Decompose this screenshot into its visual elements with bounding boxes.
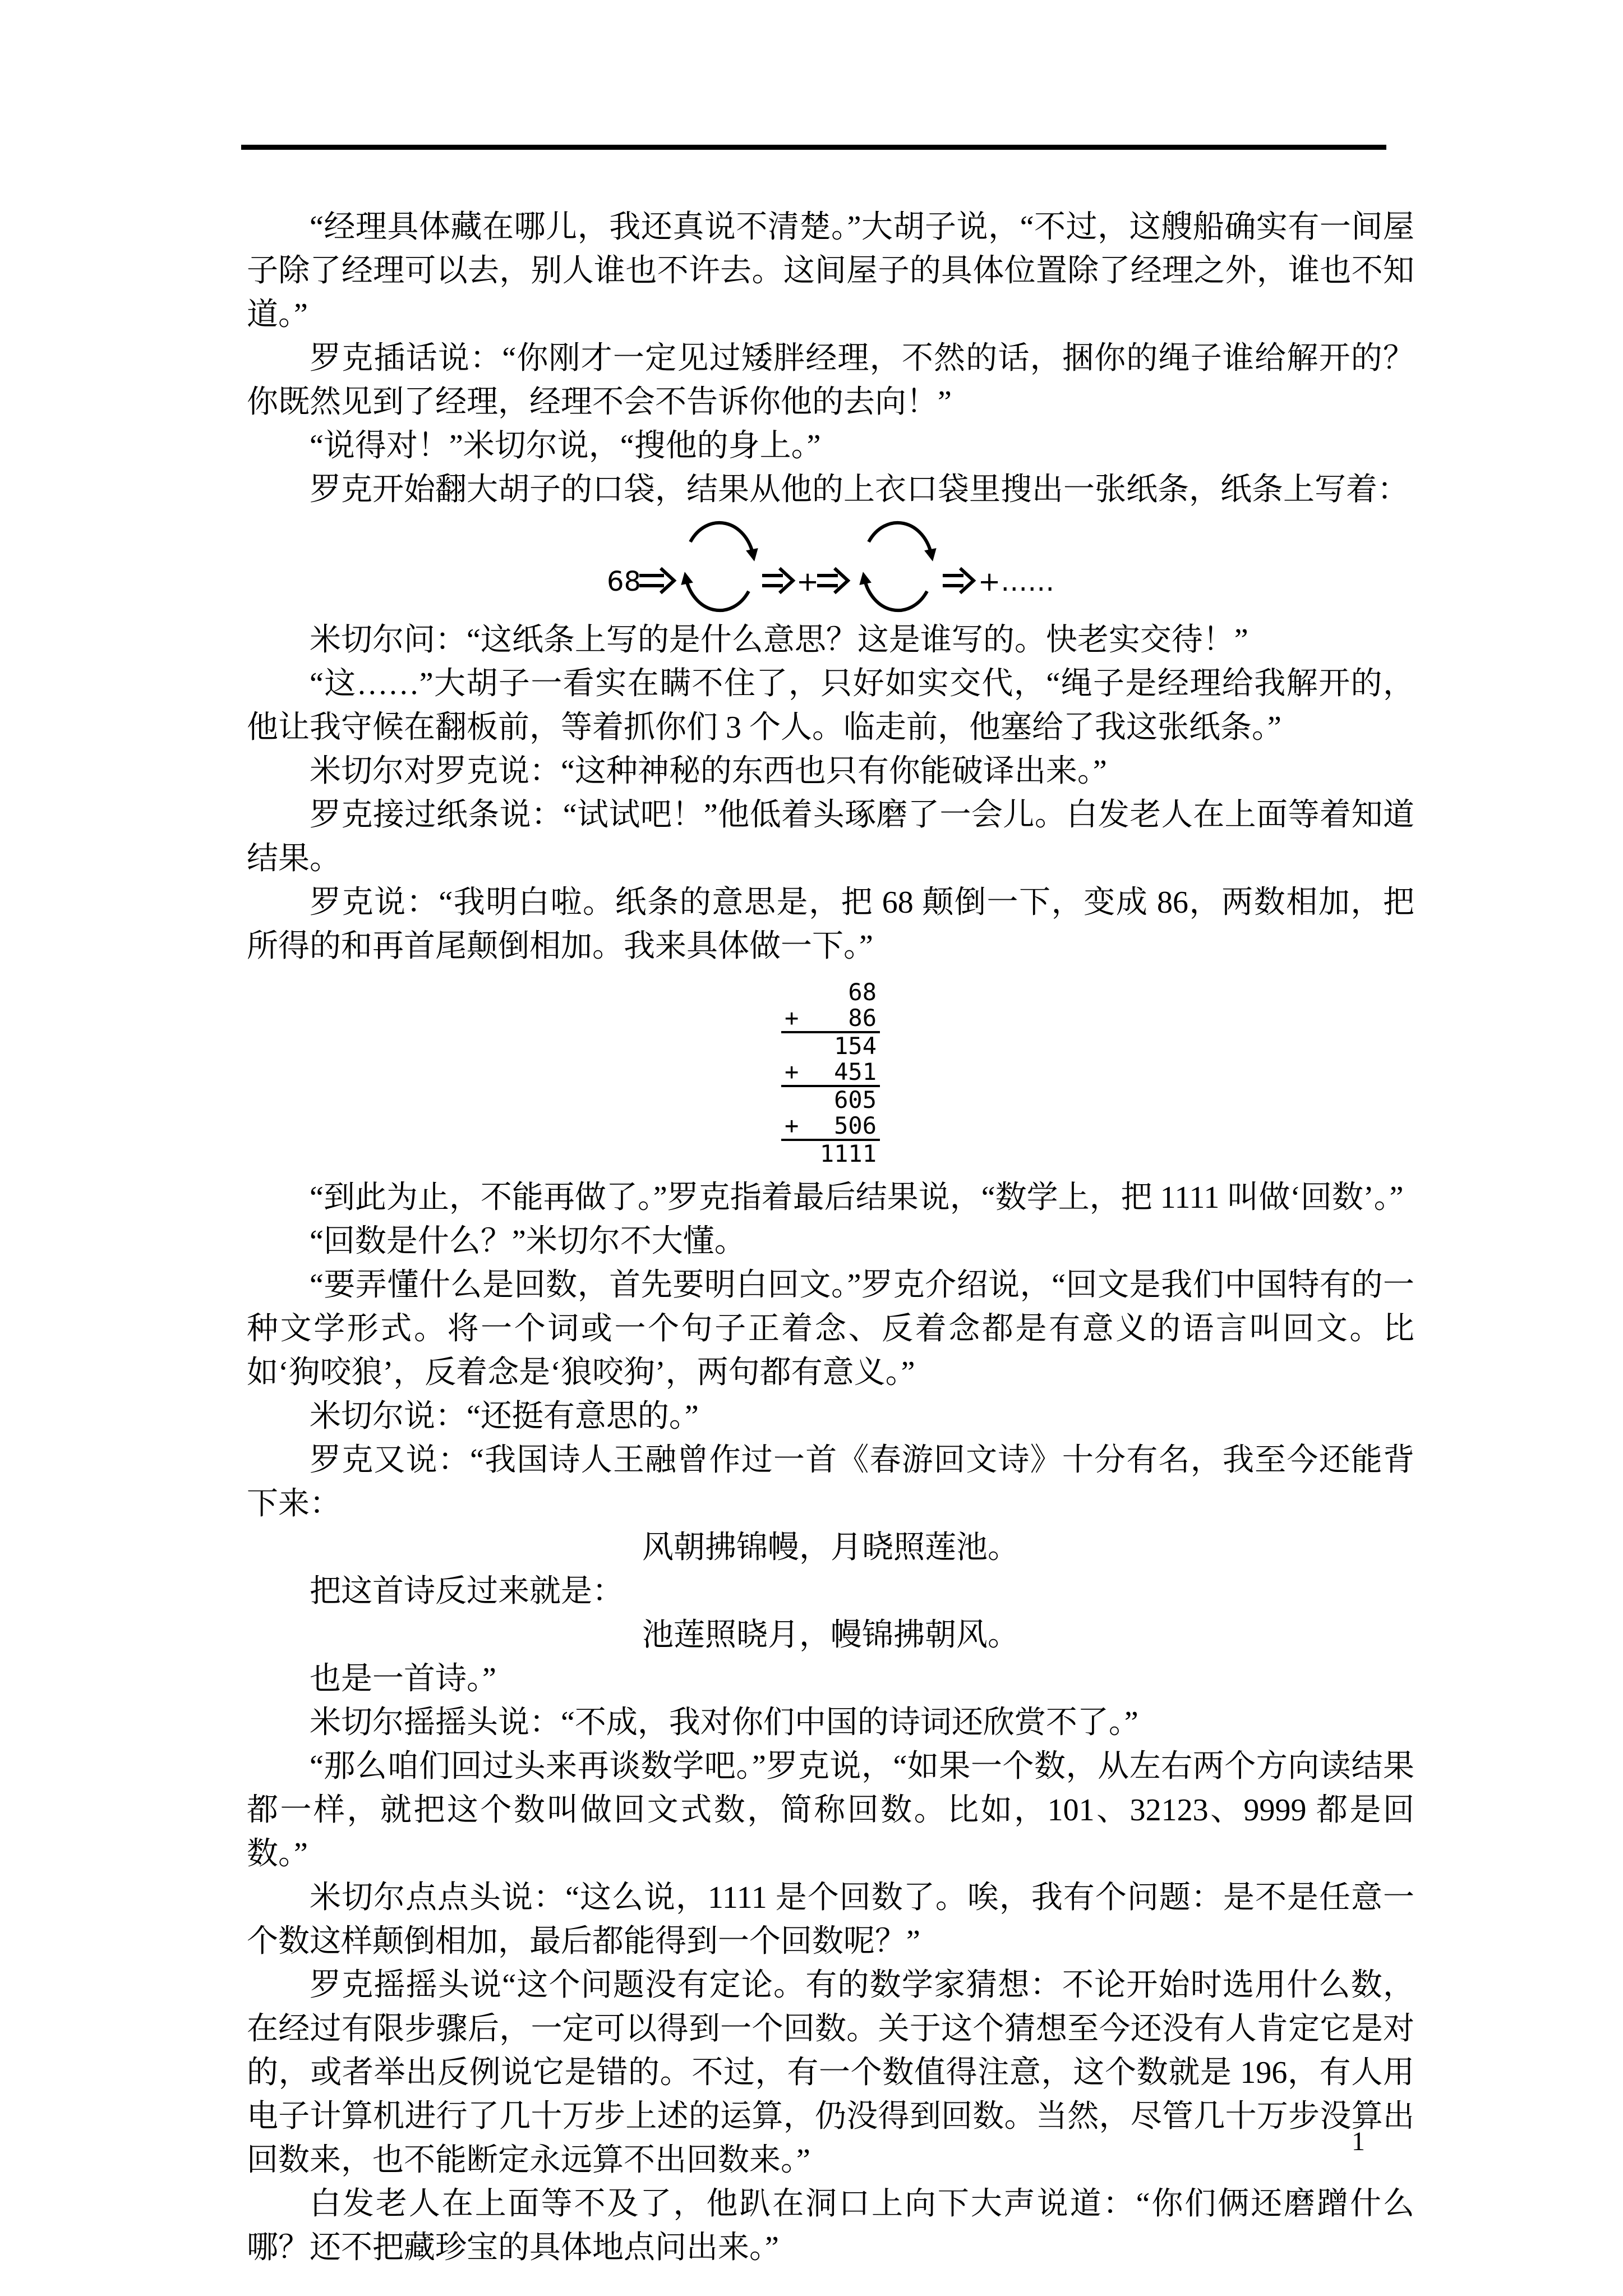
paragraph: 米切尔说：“还挺有意思的。” xyxy=(310,1399,699,1434)
rotate-cycle-icon xyxy=(864,523,932,610)
paragraph: 罗克又说：“我国诗人王融曾作过一首《春游回文诗》十分有名，我至今还能背下来： xyxy=(247,1443,1414,1521)
calc-number: 86 xyxy=(848,1004,877,1032)
paragraph: 罗克插话说：“你刚才一定见过矮胖经理，不然的话，捆你的绳子谁给解开的？你既然见到了经理，经理不会不告诉你他的去向！” xyxy=(247,341,1414,420)
poem-line: 风朝拂锦幔，月晓照莲池。 xyxy=(642,1530,1019,1565)
calc-row xyxy=(781,1113,880,1141)
rotate-cycle-icon xyxy=(686,523,753,610)
paragraph: “到此为止，不能再做了。”罗克指着最后结果说，“数学上，把 1111 叫做‘回数’。” xyxy=(310,1180,1404,1215)
calc-operator: + xyxy=(785,1004,799,1032)
page-number: 1 xyxy=(1352,2127,1365,2156)
addition-worksheet xyxy=(781,979,880,1167)
calc-number: 605 xyxy=(834,1086,877,1114)
paragraph: 也是一首诗。” xyxy=(310,1662,496,1696)
calc-number: 506 xyxy=(834,1112,877,1139)
double-arrow-icon xyxy=(943,568,974,593)
paragraph: 米切尔点点头说：“这么说，1111 是个回数了。唉，我有个问题：是不是任意一个数这样颠倒相加，最后都能得到一个回数呢？” xyxy=(247,1880,1414,1959)
body-text xyxy=(247,205,1414,2270)
paragraph: “说得对！”米切尔说，“搜他的身上。” xyxy=(310,429,821,463)
paragraph: 罗克接过纸条说：“试试吧！”他低着头琢磨了一会儿。白发老人在上面等着知道结果。 xyxy=(247,798,1414,876)
paragraph: “经理具体藏在哪儿，我还真说不清楚。”大胡子说，“不过，这艘船确实有一间屋子除了经理可以去，别人谁也不许去。这间屋子的具体位置除了经理之外，谁也不知道。” xyxy=(247,210,1414,332)
formula-tail: +…… xyxy=(978,566,1055,597)
calc-row xyxy=(781,1005,880,1033)
calc-number: 154 xyxy=(834,1032,877,1060)
paragraph: “要弄懂什么是回数，首先要明白回文。”罗克介绍说，“回文是我们中国特有的一种文学形式。将一个词或一个句子正着念、反着念都是有意义的语言叫回文。比如‘狗咬狼’，反着念是‘狼咬狗’，两句都有意义。” xyxy=(247,1268,1414,1390)
calc-number: 68 xyxy=(848,978,877,1006)
calc-number: 451 xyxy=(834,1058,877,1085)
reverse-add-cycle-figure xyxy=(247,513,1414,617)
paragraph: 米切尔问：“这纸条上写的是什么意思？这是谁写的。快老实交待！” xyxy=(310,623,1248,657)
calc-operator: + xyxy=(785,1058,799,1085)
paragraph: “这……”大胡子一看实在瞒不住了，只好如实交代，“绳子是经理给我解开的，他让我守候在翻板前，等着抓你们 3 个人。临走前，他塞给了我这张纸条。” xyxy=(247,666,1414,745)
double-arrow-icon xyxy=(817,568,848,593)
paragraph: 白发老人在上面等不及了，他趴在洞口上向下大声说道：“你们俩还磨蹭什么哪？还不把藏珍宝的具体地点问出来。” xyxy=(247,2187,1414,2265)
calc-row xyxy=(781,1141,880,1167)
header-rule xyxy=(241,145,1386,150)
paragraph: 米切尔对罗克说：“这种神秘的东西也只有你能破译出来。” xyxy=(310,754,1107,789)
double-arrow-icon xyxy=(762,568,793,593)
poem-line: 池莲照晓月，幔锦拂朝风。 xyxy=(642,1618,1019,1653)
paragraph: 米切尔摇摇头说：“不成，我对你们中国的诗词还欣赏不了。” xyxy=(310,1705,1138,1740)
paragraph: 把这首诗反过来就是： xyxy=(310,1574,624,1609)
formula-start-number: 68 xyxy=(607,566,642,597)
paragraph: “那么咱们回过头来再谈数学吧。”罗克说，“如果一个数，从左右两个方向读结果都一样，就把这个数叫做回文式数，简称回数。比如，101、32123、9999 都是回数。” xyxy=(247,1749,1415,1871)
calc-row xyxy=(781,979,880,1005)
paragraph: 罗克开始翻大胡子的口袋，结果从他的上衣口袋里搜出一张纸条，纸条上写着： xyxy=(310,472,1409,507)
paragraph: “回数是什么？”米切尔不大懂。 xyxy=(310,1224,746,1259)
calc-operator: + xyxy=(785,1112,799,1139)
paragraph: 罗克说：“我明白啦。纸条的意思是，把 68 颠倒一下，变成 86，两数相加，把所得的和再首尾颠倒相加。我来具体做一下。” xyxy=(247,885,1414,964)
formula-plus: + xyxy=(796,566,819,597)
calc-row xyxy=(781,1033,880,1059)
calc-number: 1111 xyxy=(819,1140,877,1167)
paragraph: 罗克摇摇头说“这个问题没有定论。有的数学家猜想：不论开始时选用什么数，在经过有限步骤后，一定可以得到一个回数。关于这个猜想至今还没有人肯定它是对的，或者举出反例说它是错的。不过，有一个数值得注意，这个数就是 196，有人用电子计算机进行了几十万步上述的运算，仍没得到回数。当然，尽管几十万步没算出回数来，也不能断定永远算不出回数来。” xyxy=(247,1968,1414,2178)
calc-row xyxy=(781,1087,880,1113)
double-arrow-icon xyxy=(639,568,674,593)
calc-row xyxy=(781,1059,880,1087)
reverse-add-cycle-diagram xyxy=(603,514,1058,615)
